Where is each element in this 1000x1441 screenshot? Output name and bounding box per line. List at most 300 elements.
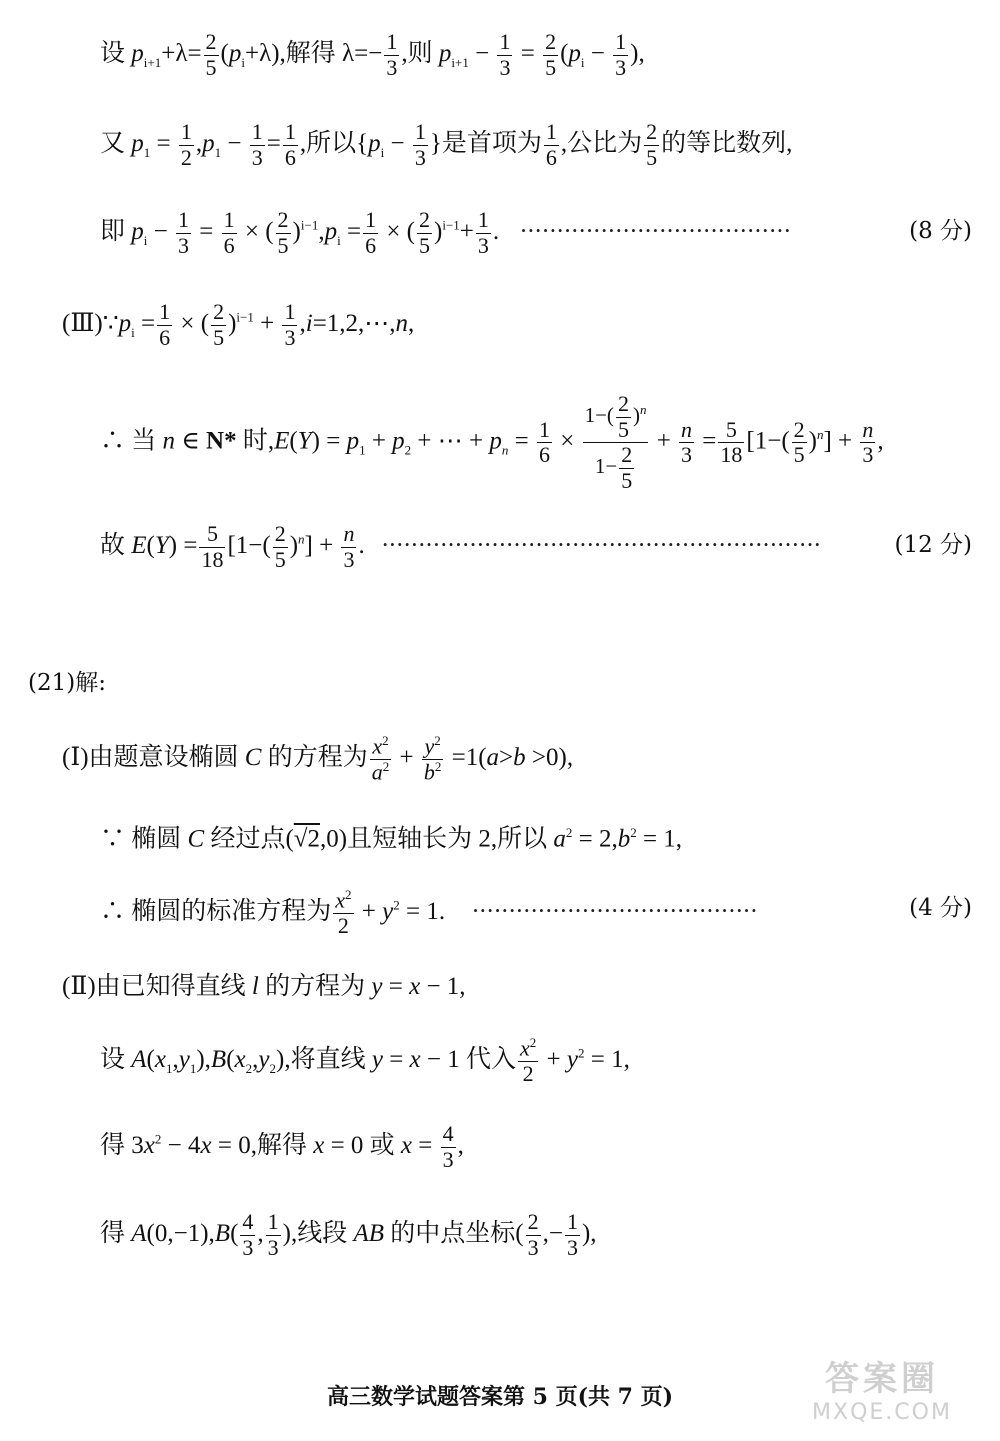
- eq-line-12: [100, 1036, 630, 1087]
- denominator: 18: [720, 442, 743, 468]
- var: a: [553, 825, 566, 853]
- denominator: 6: [284, 144, 296, 170]
- denominator: 3: [442, 1146, 454, 1172]
- var: p: [228, 39, 242, 67]
- denominator: 2: [337, 912, 349, 938]
- text: .: [492, 217, 500, 245]
- fraction: [211, 300, 226, 350]
- var: x: [372, 733, 383, 759]
- sup: 2: [393, 897, 400, 913]
- text: ,: [408, 309, 415, 337]
- denominator: 2: [522, 1060, 534, 1086]
- text: .: [358, 531, 365, 559]
- var: n: [162, 427, 176, 455]
- denominator: 3: [527, 1234, 539, 1260]
- var: a: [371, 759, 383, 785]
- text: = 1.: [399, 898, 446, 926]
- denominator: 3: [615, 54, 627, 80]
- fraction: [179, 120, 194, 170]
- fraction: [370, 734, 392, 785]
- text: ×: [553, 427, 581, 455]
- text: +: [355, 898, 383, 926]
- text: [1−(: [227, 531, 271, 559]
- fraction: [616, 392, 631, 442]
- var: x: [234, 1046, 246, 1074]
- eq-line-6: [100, 522, 821, 572]
- fraction: [204, 30, 219, 80]
- fraction: [792, 418, 807, 468]
- sup: i−1: [442, 217, 460, 233]
- numerator: 2: [419, 207, 430, 232]
- text: = 2,: [572, 825, 618, 853]
- denominator: 5: [617, 416, 629, 442]
- text: ,: [299, 309, 306, 337]
- denominator: 5: [621, 467, 633, 493]
- sub: i: [241, 54, 245, 70]
- denominator: 3: [566, 1234, 578, 1260]
- var: p: [131, 217, 144, 245]
- sup: 2: [382, 758, 390, 774]
- text: ,: [172, 1046, 179, 1074]
- text: ∈: [175, 427, 207, 455]
- text: ,0)且短轴长为 2,所以: [320, 825, 554, 853]
- var: a: [486, 744, 500, 772]
- text: ,: [252, 1046, 259, 1074]
- var: y: [424, 733, 435, 759]
- fraction: [644, 120, 659, 170]
- text: =: [382, 1046, 410, 1074]
- numerator: 2: [213, 299, 225, 324]
- text: 时,: [236, 427, 275, 455]
- text: +λ),解得 λ=−: [245, 39, 383, 67]
- text: ∴ 椭圆的标准方程为: [100, 898, 332, 926]
- sub: i: [143, 232, 148, 248]
- var: x: [143, 1131, 155, 1159]
- denominator: 3: [242, 1234, 254, 1260]
- text: ,公比为: [560, 129, 643, 157]
- text: −: [147, 217, 174, 245]
- text: =: [150, 129, 177, 157]
- var: A: [131, 1046, 147, 1074]
- var: AB: [353, 1219, 385, 1247]
- fraction: [384, 30, 399, 80]
- text: 经过点(: [204, 825, 294, 853]
- sub: 2: [404, 442, 412, 458]
- denominator: 3: [477, 232, 489, 258]
- score-12: (12 分): [894, 532, 972, 558]
- denominator: 5: [545, 54, 557, 80]
- sup: 2: [154, 1131, 162, 1147]
- sub: 1: [165, 1061, 173, 1077]
- text: = 0,解得: [211, 1131, 314, 1159]
- numerator: 1: [414, 119, 426, 144]
- numerator: 1: [499, 29, 511, 54]
- text: (: [146, 531, 155, 559]
- denominator: 6: [538, 442, 550, 468]
- fraction: [476, 208, 491, 258]
- denominator: 5: [205, 54, 217, 80]
- var: p: [118, 309, 132, 337]
- text: ∴ 当: [100, 427, 163, 455]
- watermark: [782, 1359, 982, 1434]
- eq-line-9: [100, 826, 682, 851]
- sub: 1: [189, 1061, 197, 1077]
- text: }是首项为: [429, 129, 542, 157]
- var: x: [335, 887, 346, 913]
- var: A: [131, 1219, 147, 1247]
- sub: i+1: [143, 54, 162, 70]
- fraction: [282, 300, 297, 350]
- var: p: [131, 39, 144, 67]
- text: = 1,: [584, 1046, 630, 1074]
- fraction: [199, 522, 225, 572]
- text: 的中点坐标(: [384, 1219, 524, 1247]
- fraction: [565, 1210, 580, 1260]
- var: C: [187, 825, 205, 853]
- eq-line-11: [62, 974, 466, 999]
- text: =: [382, 973, 410, 1000]
- text: ] +: [823, 427, 859, 455]
- sup: 2: [434, 758, 442, 774]
- sqrt: √2: [293, 825, 321, 853]
- page-footer: 高三数学试题答案第 5 页(共 7 页): [326, 1384, 674, 1410]
- fraction: [860, 418, 875, 468]
- eq-line-14: [100, 1210, 597, 1260]
- text: − 1,: [420, 973, 466, 1000]
- text: ): [632, 402, 640, 427]
- text: ,: [257, 1219, 264, 1247]
- text: ,: [318, 217, 325, 245]
- fraction: [276, 208, 291, 258]
- denominator: 5: [646, 144, 658, 170]
- var: p: [368, 129, 381, 157]
- denominator: 5: [213, 324, 225, 350]
- var: x: [154, 1046, 166, 1074]
- var: p: [392, 427, 405, 455]
- denominator: 3: [284, 324, 296, 350]
- eq-line-5: [100, 392, 884, 494]
- var: p: [131, 129, 144, 157]
- numerator: 1: [180, 119, 192, 144]
- denominator: 5: [274, 546, 286, 572]
- fraction: [363, 208, 378, 258]
- text: ∵ 椭圆: [100, 825, 188, 853]
- var: i: [305, 309, 313, 337]
- text: 即: [100, 217, 132, 245]
- denominator: 18: [201, 546, 224, 572]
- sub: i: [131, 324, 135, 340]
- numerator: [333, 888, 353, 914]
- sub: i+1: [451, 54, 469, 70]
- numerator: 1: [477, 207, 489, 232]
- denominator: 3: [862, 442, 874, 468]
- sup: n: [298, 531, 305, 547]
- text: (: [226, 1046, 235, 1074]
- text: − 1 代入: [420, 1046, 517, 1074]
- denominator: 6: [223, 232, 235, 258]
- fraction: [273, 522, 288, 572]
- denominator: 5: [419, 232, 430, 258]
- text: ,所以{: [299, 129, 369, 157]
- text: −: [584, 39, 612, 67]
- fraction: [497, 30, 512, 80]
- text: × (: [380, 217, 415, 245]
- text: ),: [581, 1219, 597, 1247]
- numerator: 1: [223, 207, 235, 232]
- denominator: 3: [414, 144, 426, 170]
- text: ,则: [401, 39, 439, 67]
- var: y: [258, 1046, 270, 1074]
- numerator: [518, 1036, 538, 1062]
- numerator: 2: [646, 119, 658, 144]
- numerator: n: [343, 521, 355, 546]
- text: +: [253, 309, 281, 337]
- numerator: 1: [251, 119, 263, 144]
- fraction: [537, 418, 552, 468]
- compound-numerator: [583, 392, 649, 443]
- denominator: 6: [365, 232, 377, 258]
- denominator: 5: [793, 442, 805, 468]
- numerator: 1: [365, 207, 377, 232]
- sub: n: [501, 442, 509, 458]
- text: + ⋯ +: [411, 427, 490, 455]
- numerator: 2: [205, 29, 217, 54]
- text: 得 3: [100, 1131, 144, 1159]
- var: B: [210, 1046, 227, 1074]
- eq-line-13: [100, 1122, 464, 1172]
- numerator: 1: [284, 119, 296, 144]
- denominator: 3: [251, 144, 263, 170]
- fraction: [222, 208, 237, 258]
- fraction: [283, 120, 298, 170]
- compound-denominator: [583, 443, 649, 493]
- numerator: 2: [527, 1209, 539, 1234]
- text: 故: [100, 531, 132, 559]
- text: ),: [196, 1046, 211, 1074]
- text: ,: [195, 129, 203, 157]
- sub: 2: [269, 1061, 276, 1077]
- text: ] +: [304, 531, 340, 559]
- numerator: 1: [566, 1209, 578, 1234]
- sup: 2: [565, 825, 573, 840]
- numerator: 4: [242, 1209, 254, 1234]
- numerator: 5: [199, 522, 225, 548]
- text: ): [434, 217, 443, 245]
- var: x: [400, 1131, 413, 1159]
- var: y: [178, 1046, 190, 1074]
- fraction: [176, 208, 191, 258]
- denominator: 3: [499, 54, 511, 80]
- fraction: [413, 120, 428, 170]
- var: E: [274, 427, 290, 455]
- text: ): [808, 427, 817, 455]
- denominator: 6: [159, 324, 171, 350]
- text: 的方程为: [261, 744, 368, 772]
- sup: 2: [578, 1045, 585, 1061]
- text: ): [228, 309, 237, 337]
- numerator: [370, 734, 392, 760]
- sup: i−1: [300, 217, 319, 233]
- sub: i: [380, 144, 385, 160]
- var: y: [566, 1046, 578, 1074]
- numerator: n: [681, 416, 693, 442]
- text: +λ=: [161, 39, 202, 67]
- sub: i: [580, 54, 585, 70]
- text: =: [508, 427, 535, 455]
- sup: 2: [345, 887, 352, 902]
- numerator: 1: [267, 1209, 279, 1234]
- var: x: [520, 1035, 530, 1061]
- fraction: [544, 120, 559, 170]
- text: ,−: [542, 1219, 563, 1247]
- denominator: 3: [267, 1234, 279, 1260]
- text: ,: [457, 1131, 464, 1159]
- score-4: (4 分): [909, 895, 972, 921]
- fraction: [157, 300, 172, 350]
- text: ) =: [168, 531, 198, 559]
- fraction: [718, 418, 744, 468]
- text: (: [230, 1219, 239, 1247]
- text: +: [393, 744, 420, 772]
- text: (: [289, 427, 298, 455]
- sup: 2: [434, 733, 441, 748]
- numerator: 2: [793, 416, 805, 442]
- var: p: [324, 217, 338, 245]
- watermark-logo: 答案圈: [825, 1359, 939, 1399]
- numerator: n: [862, 416, 874, 442]
- text: (: [146, 1046, 155, 1074]
- denominator: 3: [386, 54, 398, 80]
- text: =: [193, 217, 220, 245]
- text: −: [384, 129, 411, 157]
- text: (: [220, 39, 229, 67]
- text: =1,2,⋯,: [312, 309, 396, 337]
- denominator: 3: [343, 546, 355, 572]
- var: y: [371, 973, 383, 1000]
- sup: i−1: [236, 309, 254, 325]
- denominator: 3: [681, 442, 693, 468]
- var: E: [131, 531, 147, 559]
- numerator: 2: [274, 521, 286, 546]
- text: ,: [877, 427, 884, 455]
- numerator: 1: [386, 29, 398, 54]
- sub: i: [337, 232, 341, 248]
- denominator: [370, 760, 392, 785]
- var: C: [244, 744, 262, 772]
- var: Y: [154, 531, 169, 559]
- text: 设: [100, 39, 132, 67]
- numerator: 2: [617, 391, 629, 416]
- fraction: [613, 30, 628, 80]
- numerator: 2: [621, 442, 633, 468]
- text: 又: [100, 129, 132, 157]
- eq-line-10: [100, 888, 757, 939]
- text: × (: [174, 309, 210, 337]
- fraction: [679, 418, 694, 468]
- fraction: [333, 888, 353, 939]
- text: (Ⅰ)由题意设椭圆: [62, 744, 245, 772]
- text: 得: [100, 1219, 132, 1247]
- fraction: [543, 30, 558, 80]
- text: 设: [100, 1046, 132, 1074]
- denominator: [422, 760, 444, 785]
- text: =: [134, 309, 156, 337]
- fraction: [619, 443, 634, 493]
- compound-fraction: [583, 392, 649, 494]
- denominator: 2: [180, 144, 192, 170]
- var: p: [489, 427, 502, 455]
- denominator: 5: [277, 232, 289, 258]
- numerator: 5: [718, 418, 744, 444]
- sub: 1: [214, 144, 222, 160]
- text: >: [499, 744, 514, 772]
- text: +: [540, 1046, 567, 1074]
- eq-line-2: [100, 120, 792, 170]
- fraction: [341, 522, 356, 572]
- numerator: 1: [159, 299, 171, 324]
- var: l: [251, 973, 259, 1000]
- sub: 1: [143, 144, 151, 160]
- text: +: [650, 427, 678, 455]
- watermark-site: MXQE.COM: [812, 1400, 952, 1425]
- fraction: [518, 1036, 538, 1087]
- var: x: [313, 1131, 325, 1159]
- var: b: [617, 825, 631, 853]
- text: 的等比数列,: [661, 129, 793, 157]
- var: y: [382, 898, 394, 926]
- text: =1(: [445, 744, 487, 772]
- text: −: [468, 39, 496, 67]
- numerator: 1: [284, 299, 296, 324]
- eq-line-4: [62, 300, 414, 350]
- text: =: [340, 217, 362, 245]
- fraction: [240, 1210, 255, 1260]
- text: ): [289, 531, 299, 559]
- text: +: [365, 427, 393, 455]
- sub: 1: [359, 442, 366, 458]
- text: 1−: [594, 454, 618, 479]
- text: ),线段: [282, 1219, 354, 1247]
- text: (Ⅲ)∵: [62, 309, 119, 337]
- sub: 2: [245, 1061, 253, 1077]
- leader-dots: ·······································: [471, 898, 758, 926]
- text: ): [292, 217, 301, 245]
- var: p: [346, 427, 360, 455]
- var: Y: [297, 427, 312, 455]
- var: p: [202, 129, 215, 157]
- numerator: 1: [538, 416, 550, 442]
- var: n: [395, 309, 409, 337]
- sup: 2: [630, 825, 637, 840]
- text: 的方程为: [258, 973, 372, 1000]
- text: −: [221, 129, 248, 157]
- fraction: [422, 734, 444, 785]
- var: x: [409, 1046, 421, 1074]
- text: =: [266, 129, 281, 157]
- var: x: [409, 973, 421, 1000]
- text: >0),: [525, 744, 574, 772]
- sup: n: [816, 427, 824, 443]
- sup: 2: [382, 733, 389, 748]
- numerator: 2: [277, 207, 289, 232]
- numerator: 1: [545, 119, 557, 144]
- var: x: [200, 1131, 212, 1159]
- eq-line-3: [100, 208, 790, 258]
- eq-line-1: [100, 30, 645, 80]
- denominator: 3: [178, 232, 189, 258]
- text: × (: [238, 217, 274, 245]
- text: = 0 或: [324, 1131, 401, 1159]
